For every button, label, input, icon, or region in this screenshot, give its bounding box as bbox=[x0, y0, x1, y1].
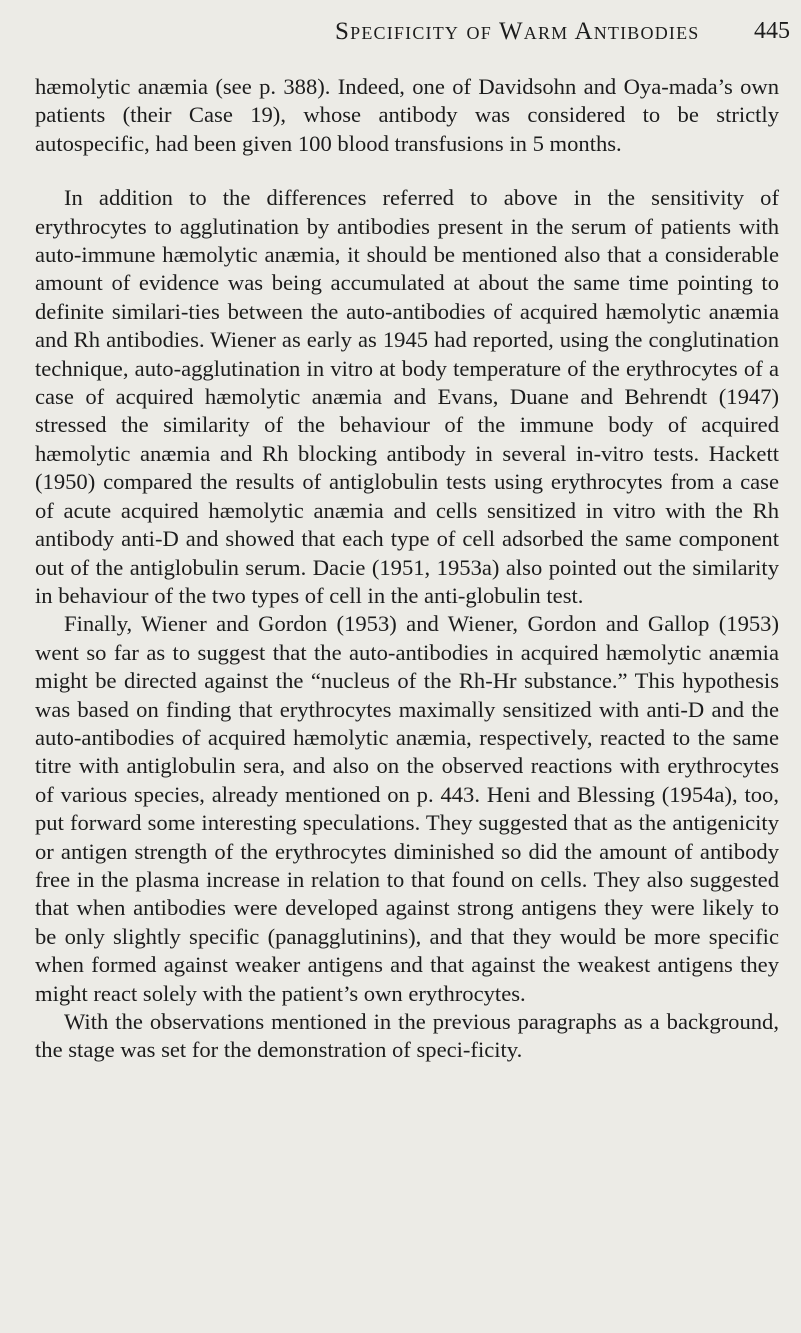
page-number: 445 bbox=[754, 18, 790, 44]
page-header bbox=[335, 18, 790, 52]
running-title: Specificity of Warm Antibodies bbox=[335, 18, 700, 45]
paragraph: Finally, Wiener and Gordon (1953) and Wiener, Gordon and Gallop (1953) went so far as to suggest that the auto-antibodies in acquired hæmolytic anæmia might be directed against the “nucleus of the Rh-Hr substance.” This hypothesis was based on finding that erythrocytes maximally sensitized with anti-D and the auto-antibodies of acquired hæmolytic anæmia, respectively, reacted to the same titre with antiglobulin sera, and also on the observed reactions with erythrocytes of various species, already mentioned on p. 443. Heni and Blessing (1954a), too, put forward some interesting speculations. They suggested that as the antigenicity or antigen strength of the erythrocytes diminished so did the amount of antibody free in the plasma increase in relation to that found on cells. They also suggested that when antibodies were developed against strong antigens they were likely to be only slightly specific (panagglutinins), and that they would be more specific when formed against weaker antigens and that against the weakest antigens they might react solely with the patient’s own erythrocytes. bbox=[35, 611, 779, 1006]
paragraph-continued: hæmolytic anæmia (see p. 388). Indeed, one of Davidsohn and Oya-mada’s own patients (their Case 19), whose antibody was considered to be strictly autospecific, had been given 100 blood transfusions in 5 months. bbox=[35, 74, 779, 156]
paragraph: With the observations mentioned in the previous paragraphs as a background, the stage was set for the demonstration of speci-ficity. bbox=[35, 1009, 779, 1063]
body-text bbox=[35, 73, 779, 1065]
paragraph: In addition to the differences referred to above in the sensitivity of erythrocytes to agglutination by antibodies present in the serum of patients with auto-immune hæmolytic anæmia, it should be mentioned also that a considerable amount of evidence was being accumulated at about the same time pointing to definite similari-ties between the auto-antibodies of acquired hæmolytic anæmia and Rh antibodies. Wiener as early as 1945 had reported, using the conglutination technique, auto-agglutination in vitro at body temperature of the erythrocytes of a case of acquired hæmolytic anæmia and Evans, Duane and Behrendt (1947) stressed the similarity of the behaviour of the immune body of acquired hæmolytic anæmia and Rh blocking antibody in several in-vitro tests. Hackett (1950) compared the results of antiglobulin tests using erythrocytes from a case of acute acquired hæmolytic anæmia and cells sensitized in vitro with the Rh antibody anti-D and showed that each type of cell adsorbed the same component out of the antiglobulin serum. Dacie (1951, 1953a) also pointed out the similarity in behaviour of the two types of cell in the anti-globulin test. bbox=[35, 185, 779, 608]
